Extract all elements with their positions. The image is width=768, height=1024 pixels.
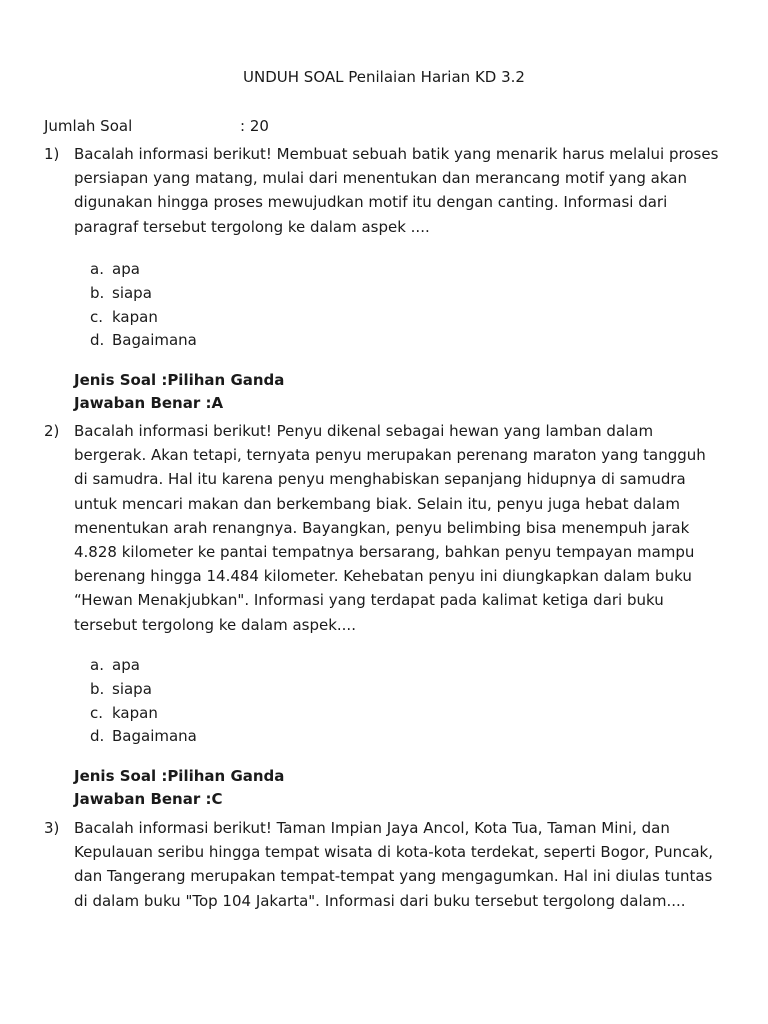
option-text: kapan bbox=[112, 703, 158, 722]
option-letter: d. bbox=[90, 727, 105, 746]
option-d bbox=[90, 725, 197, 749]
question-type: Jenis Soal :Pilihan Ganda bbox=[74, 371, 285, 389]
question-number: 3) bbox=[44, 819, 60, 837]
option-d bbox=[90, 329, 197, 353]
document-title: UNDUH SOAL Penilaian Harian KD 3.2 bbox=[243, 68, 525, 86]
option-text: kapan bbox=[112, 307, 158, 326]
question-1-options bbox=[90, 258, 197, 353]
option-letter: c. bbox=[90, 703, 104, 722]
question-count-value: : 20 bbox=[240, 117, 269, 135]
question-2-meta bbox=[74, 765, 284, 811]
option-letter: a. bbox=[90, 656, 104, 674]
option-letter: a. bbox=[90, 260, 104, 278]
question-number: 1) bbox=[44, 145, 60, 163]
option-text: apa bbox=[112, 260, 140, 278]
option-text: Bagaimana bbox=[112, 727, 197, 746]
question-text: Bacalah informasi berikut! Penyu dikenal sebagai hewan yang lamban dalam bergerak. Akan tetapi, ternyata penyu merupakan perenang maraton yang tangguh di samudra. Hal itu karena penyu menghabiskan sepanjang hidupnya di samudra untuk mencari makan dan berkembang biak. Selain itu, penyu juga hebat dalam menentukan arah renangnya. Bayangkan, penyu belimbing bisa menempuh jarak 4.828 kilometer ke pantai tempatnya bersarang, bahkan penyu tempayan mampu berenang hingga 14.484 kilometer. Kehebatan penyu ini diungkapkan dalam buku “Hewan Menakjubkan". Informasi yang terdapat pada kalimat ketiga dari buku tersebut tergolong ke dalam aspek.... bbox=[74, 422, 706, 634]
question-number: 2) bbox=[44, 422, 60, 440]
option-letter: c. bbox=[90, 307, 104, 326]
option-a bbox=[90, 654, 197, 678]
question-3 bbox=[44, 816, 724, 913]
option-a bbox=[90, 258, 197, 282]
option-text: siapa bbox=[112, 283, 152, 302]
option-text: apa bbox=[112, 656, 140, 674]
question-1-meta bbox=[74, 369, 284, 415]
question-text: Bacalah informasi berikut! Taman Impian Jaya Ancol, Kota Tua, Taman Mini, dan Kepulauan seribu hingga tempat wisata di kota-kota terdekat, seperti Bogor, Puncak, dan Tangerang merupakan tempat-tempat yang mengagumkan. Hal ini diulas tuntas di dalam buku "Top 104 Jakarta". Informasi dari buku tersebut tergolong dalam.... bbox=[74, 819, 713, 910]
question-text: Bacalah informasi berikut! Membuat sebuah batik yang menarik harus melalui proses persiapan yang matang, mulai dari menentukan dan merancang motif yang akan digunakan hingga proses mewujudkan motif itu dengan canting. Informasi dari paragraf tersebut tergolong ke dalam aspek .... bbox=[74, 145, 719, 236]
option-text: siapa bbox=[112, 679, 152, 698]
question-2-options bbox=[90, 654, 197, 749]
option-letter: d. bbox=[90, 331, 105, 350]
option-text: Bagaimana bbox=[112, 331, 197, 350]
question-count bbox=[44, 116, 269, 136]
question-1 bbox=[44, 142, 724, 239]
correct-answer: Jawaban Benar :C bbox=[74, 790, 223, 808]
option-b bbox=[90, 282, 197, 306]
question-type: Jenis Soal :Pilihan Ganda bbox=[74, 767, 285, 785]
option-b bbox=[90, 678, 197, 702]
correct-answer: Jawaban Benar :A bbox=[74, 394, 224, 412]
option-c bbox=[90, 702, 197, 726]
option-c bbox=[90, 306, 197, 330]
option-letter: b. bbox=[90, 283, 105, 302]
option-letter: b. bbox=[90, 679, 105, 698]
question-2 bbox=[44, 419, 724, 637]
question-count-label: Jumlah Soal bbox=[44, 117, 133, 135]
